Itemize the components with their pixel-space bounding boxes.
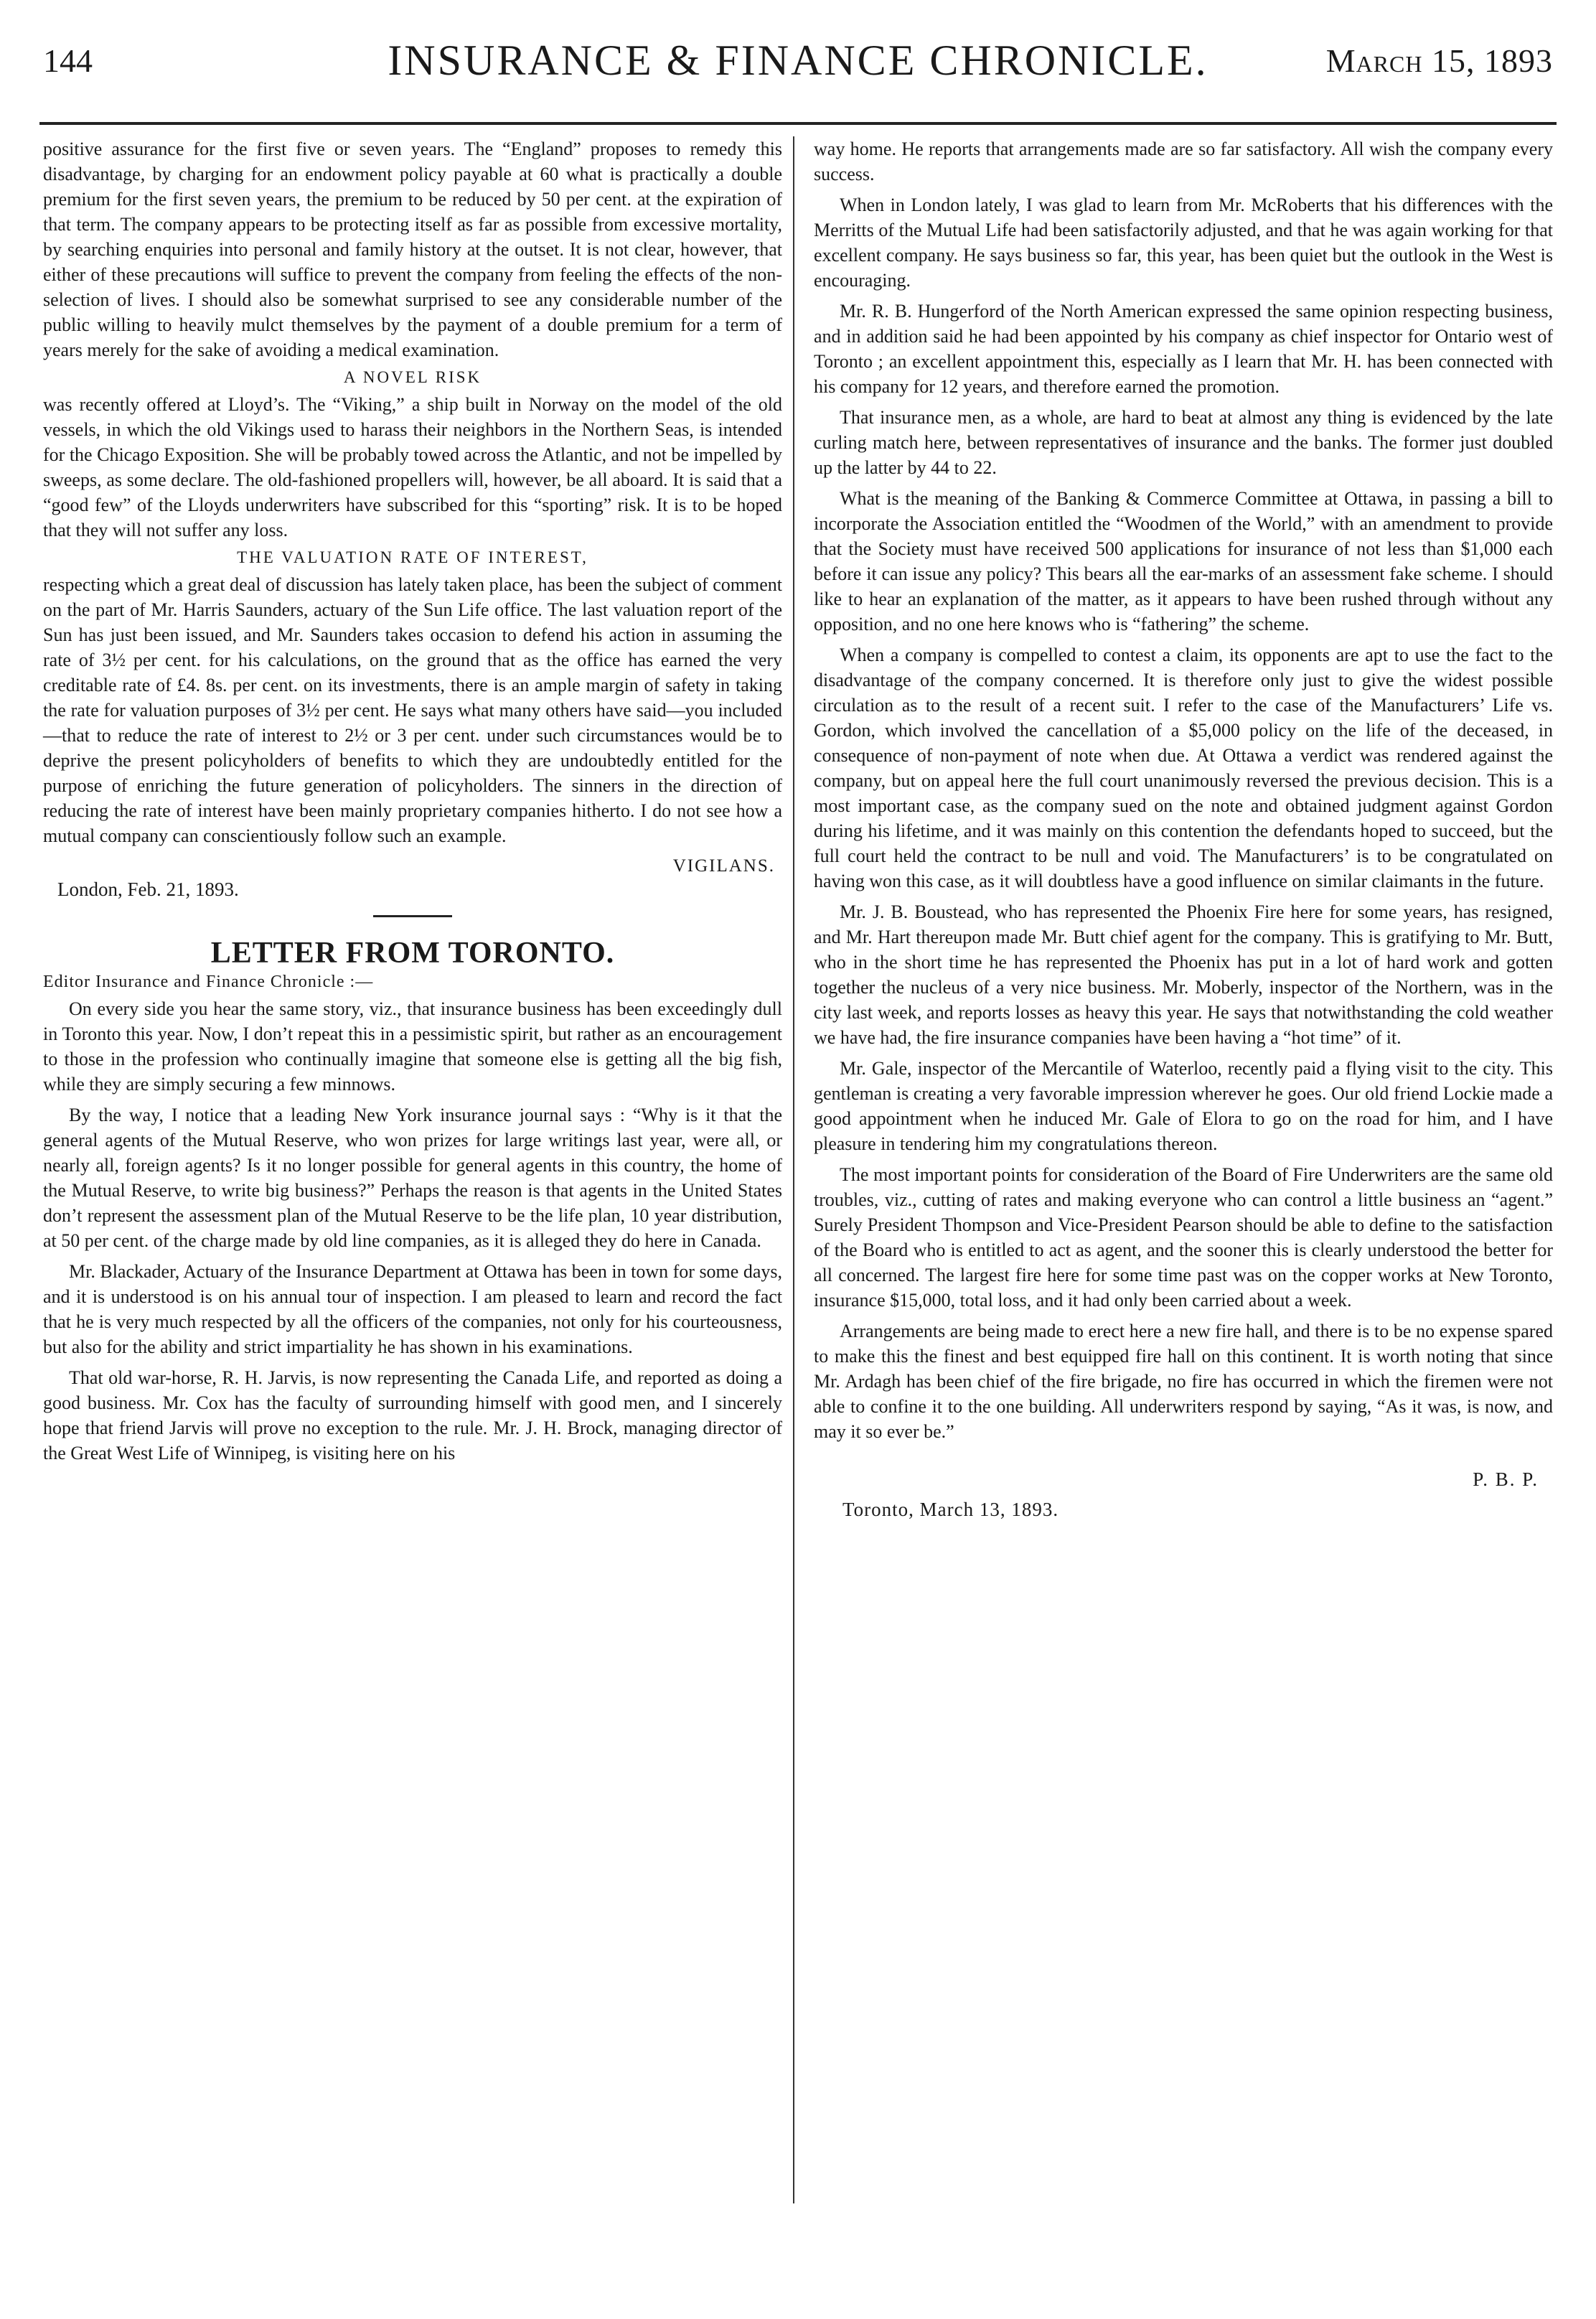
signature-pbp: P. B. P. (1473, 1468, 1539, 1490)
paragraph: When in London lately, I was glad to learn from Mr. McRoberts that his differences with the Merritts of the Mutual Life had been satisfactorily adjusted, and that he was again working for that excellent company. He says business so far, this year, has been quiet but the outlook in the West is encouraging. (814, 195, 1553, 291)
signature-vigilans: VIGILANS. (672, 856, 775, 876)
paragraph: Mr. R. B. Hungerford of the North American expressed the same opinion respecting business, and in addition said he had been appointed by his company as chief inspector for Ontario west of Toronto ; an excellent appointment this, especially as I learn that Mr. H. has been connected with his company for 12 years, and therefore earned the promotion. (814, 301, 1553, 397)
paragraph: By the way, I notice that a leading New York insurance journal says : “Why is it that the general agents of the Mutual Reserve, who won prizes for large writings last year, were all, or nearly all, foreign agents? Is it no longer possible for general agents in this country, the home of the Mutual Reserve, to write big business?” Perhaps the reason is that agents in the United States don’t represent the assessment plan of the Mutual Reserve to be the life plan, 10 year distribution, at 50 per cent. of the charge made by old line companies, as it is alleged they do here in Canada. (43, 1105, 782, 1251)
paragraph: What is the meaning of the Banking & Commerce Committee at Ottawa, in passing a bill to incorporate the Association entitled the “Woodmen of the World,” with an amendment to provide that the Society must have received 500 applications for insurance of not less than $1,000 each before it can issue any policy? This bears all the ear-marks of an assessment fake scheme. I should like to hear an explanation of the matter, as it appears to have been rushed through without any opposition, and no one here knows who is “fathering” the scheme. (814, 488, 1553, 634)
paragraph: That insurance men, as a whole, are hard to beat at almost any thing is evidenced by the late curling match here, between representatives of insurance and the banks. The former just doubled up the latter by 44 to 22. (814, 407, 1553, 478)
paragraph: positive assurance for the first five or seven years. The “England” proposes to remedy this disadvantage, by charging for an endowment policy payable at 60 what is practically a double premium for the first seven years, the premium to be reduced by 50 per cent. at the expiration of that term. The company appears to be protecting itself as far as possible from excessive mortality, by searching enquiries into personal and family history at the outset. It is not clear, however, that either of these precautions will suffice to prevent the company from feeling the effects of the non-selection of lives. I should also be somewhat surprised to see any considerable number of the public willing to heavily mulct themselves by the payment of a double premium for a term of years merely for the sake of avoiding a medical examination. (43, 139, 782, 360)
section-heading-novel-risk: A NOVEL RISK (343, 368, 482, 386)
letter-closing (814, 1468, 1553, 1526)
issue-date: March 15, 1893 (1325, 42, 1553, 79)
paragraph: On every side you hear the same story, viz., that insurance business has been exceedingly dull in Toronto this year. Now, I don’t repeat this in a pessimistic spirit, but rather as an encouragement to those in the profession who continually imagine that someone else is getting all the big fish, while they are simply securing a few minnows. (43, 998, 782, 1095)
column-divider (793, 136, 794, 2203)
dateline-london: London, Feb. 21, 1893. (57, 879, 239, 900)
right-column (814, 136, 1553, 1526)
letter-title: LETTER FROM TORONTO. (210, 937, 615, 970)
left-column (43, 136, 782, 1466)
paragraph: way home. He reports that arrangements made are so far satisfactory. All wish the company every success. (814, 139, 1553, 184)
paragraph: That old war-horse, R. H. Jarvis, is now representing the Canada Life, and reported as doing a good business. Mr. Cox has the faculty of surrounding himself with good men, and I sincerely hope that friend Jarvis will prove no exception to the rule. Mr. J. H. Brock, managing director of the Great West Life of Winnipeg, is visiting here on his (43, 1367, 782, 1463)
paragraph: respecting which a great deal of discussion has lately taken place, has been the subject of comment on the part of Mr. Harris Saunders, actuary of the Sun Life office. The last valuation report of the Sun has just been issued, and Mr. Saunders takes occasion to defend his action in assuming the rate of 3½ per cent. for his calculations, on the ground that as the office has earned the very creditable rate of £4. 8s. per cent. on its investments, there is an ample margin of safety in taking the rate for valuation purposes of 3½ per cent. He says what many others have said—you included—that to reduce the rate of interest to 2½ or 3 per cent. under such circumstances would be to deprive the present policyholders of benefits to which they are undoubtedly entitled for the purpose of enriching the future generation of policyholders. The sinners in the direction of reducing the rate of interest have been mainly proprietary companies hitherto. I do not see how a mutual company can conscientiously follow such an example. (43, 574, 782, 846)
section-heading-valuation-rate: THE VALUATION RATE OF INTEREST, (237, 548, 588, 566)
paragraph: Mr. Gale, inspector of the Mercantile of Waterloo, recently paid a flying visit to the city. This gentleman is creating a very favorable impression wherever he goes. Our old friend Lockie made a good appointment when he induced Mr. Gale of Elora to go on the road for him, and I have pleasure in tendering him my congratulations thereon. (814, 1058, 1553, 1154)
paragraph: Mr. Blackader, Actuary of the Insurance Department at Ottawa has been in town for some days, and it is understood is on his annual tour of inspection. I am pleased to learn and record the fact that he is very much respected by all the officers of the companies, not only for his courteousness, but also for the ability and strict impartiality he has shown in his examinations. (43, 1261, 782, 1357)
paragraph: was recently offered at Lloyd’s. The “Viking,” a ship built in Norway on the model of the old vessels, in which the old Vikings used to harass their neighbors in the Northern Seas, is intended for the Chicago Exposition. She will be probably towed across the Atlantic, and not be impelled by sweeps, as some declare. The old-fashioned propellers will, however, be all aboard. It is said that a “good few” of the Lloyds underwriters have subscribed for this “sporting” risk. It is to be hoped that they will not suffer any loss. (43, 394, 782, 540)
paragraph: The most important points for consideration of the Board of Fire Underwriters are the same old troubles, viz., cutting of rates and making everyone who can control a little business an “agent.” Surely President Thompson and Vice-President Pearson should be able to define to the satisfaction of the Board who is entitled to act as agent, and the sooner this is clearly understood the better for all concerned. The largest fire here for some time past was on the copper works at New Toronto, insurance $15,000, total loss, and it had only been carried about a week. (814, 1164, 1553, 1311)
header-rule (39, 122, 1557, 125)
paragraph: Arrangements are being made to erect here a new fire hall, and there is to be no expense spared to make this the finest and best equipped fire hall on this continent. It is worth noting that since Mr. Ardagh has been chief of the fire brigade, no fire has occurred in which the firemen were not able to confine it to the one building. All underwriters respond by saying, “As it was, is now, and may it so ever be.” (814, 1321, 1553, 1442)
letter-address: Editor Insurance and Finance Chronicle :— (43, 973, 374, 991)
dateline-toronto: Toronto, March 13, 1893. (842, 1499, 1059, 1520)
page-number: 144 (43, 42, 93, 79)
publication-title: INSURANCE & FINANCE CHRONICLE. (388, 37, 1208, 84)
paragraph: Mr. J. B. Boustead, who has represented the Phoenix Fire here for some years, has resigned, and Mr. Hart thereupon made Mr. Butt chief agent for the company. This is gratifying to Mr. Butt, who in the short time he has represented the Phoenix has put in a lot of hard work and gotten together the nucleus of a very nice business. Mr. Moberly, inspector of the Northern, was in the city last week, and reports losses as heavy this year. He says that notwithstanding the cold weather we have had, the fire insurance companies have been having a “hot time” of it. (814, 901, 1553, 1048)
section-divider (373, 915, 452, 917)
paragraph: When a company is compelled to contest a claim, its opponents are apt to use the fact to the disadvantage of the company concerned. It is therefore only just to give the widest possible circulation as to the result of a recent suit. I refer to the case of the Manufacturers’ Life vs. Gordon, which involved the cancellation of a $5,000 policy on the life of the deceased, in consequence of non-payment of note when due. At Ottawa a verdict was rendered against the company, but on appeal here the full court unanimously reversed the previous decision. This is a most important case, as the company sued on the note and obtained judgment against Gordon during his lifetime, and it was mainly on this contention the defendants hoped to succeed, but the full court held the contract to be null and void. The Manufacturers’ is to be congratulated on having won this case, as it will doubtless have a good influence on similar claimants in the future. (814, 645, 1553, 891)
